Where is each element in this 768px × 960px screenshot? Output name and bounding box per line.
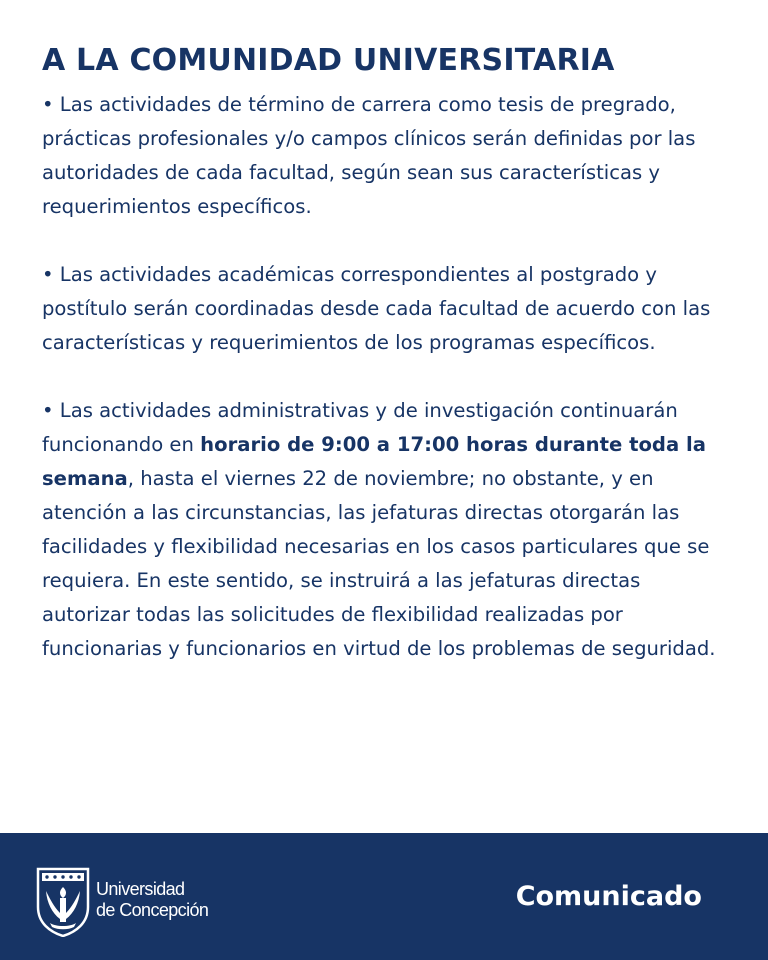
logo-line-2: de Concepción xyxy=(96,900,209,920)
bullet-marker: • xyxy=(42,93,54,116)
bullet-marker: • xyxy=(42,263,54,286)
bullet-text: , hasta el viernes 22 de noviembre; no obstante, y en atención a las circunstancias, las jefaturas directas otorgarán las facilidades y flexibilidad necesarias en los casos particulares que se requiera. En este sentido, se instruirá a las jefaturas directas autorizar todas las solicitudes de flexibilidad realizadas por funcionarias y funcionarios en virtud de los problemas de seguridad. xyxy=(42,467,716,660)
bullet-emphasis: horario de 9:00 a 17:00 horas durante toda la semana xyxy=(42,433,706,490)
logo-wordmark xyxy=(96,879,208,921)
page-title: A LA COMUNIDAD UNIVERSITARIA xyxy=(42,43,615,78)
bullet-marker: • xyxy=(42,399,54,422)
footer-bar xyxy=(0,833,768,960)
announcement-body xyxy=(42,38,732,666)
university-crest-icon xyxy=(36,867,90,937)
bullet-text: Las actividades administrativas y de investigación continuarán funcionando en xyxy=(42,399,678,456)
bullet-item xyxy=(42,394,732,666)
bullet-text: Las actividades de término de carrera como tesis de pregrado, prácticas profesionales y/o campos clínicos serán definidas por las autoridades de cada facultad, según sean sus características y requerimientos específicos. xyxy=(42,93,696,218)
bullet-item xyxy=(42,258,732,360)
bullet-text: Las actividades académicas correspondientes al postgrado y postítulo serán coordinadas desde cada facultad de acuerdo con las características y requerimientos de los programas específicos. xyxy=(42,263,711,354)
footer-label: Comunicado xyxy=(515,881,702,912)
university-logo xyxy=(36,867,236,937)
bullet-item xyxy=(42,88,732,224)
logo-line-1: Universidad xyxy=(96,879,185,899)
